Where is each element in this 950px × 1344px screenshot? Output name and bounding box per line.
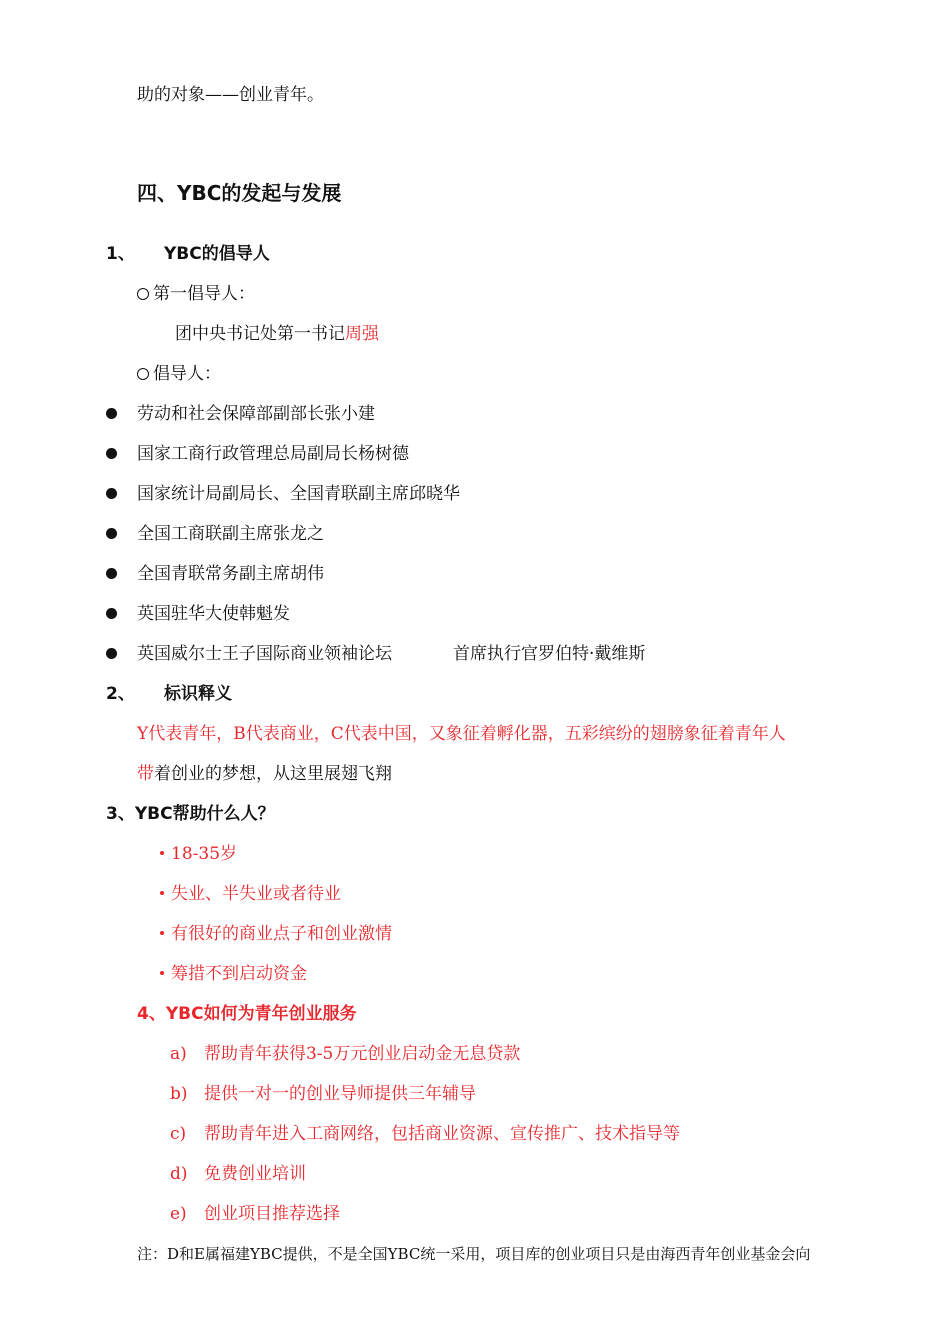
list-item-text: 18-35岁 [171,844,238,864]
first-initiator-name: 周强 [345,324,379,344]
list-item [170,1163,306,1185]
bullet-dot-icon [106,648,117,659]
subheading-4-title: 4、YBC如何为青年创业服务 [137,1004,357,1024]
list-item-text: 失业、半失业或者待业 [171,884,341,904]
list-item: 国家统计局副局长、全国青联副主席邱晓华 [137,484,460,504]
list-item [160,963,307,985]
initiators-label: 倡导人： [153,364,221,384]
list-item-text: 免费创业培训 [204,1164,306,1184]
dot-bullet-icon [160,851,164,855]
list-item-letter: b) [170,1084,188,1104]
bullet-dot-icon [106,408,117,419]
subheading-1-title: YBC的倡导人 [164,244,270,264]
logo-meaning-line-1: Y代表青年，B代表商业，C代表中国，又象征着孵化器，五彩缤纷的翅膀象征着青年人 [137,724,786,744]
first-initiator-label: 第一倡导人： [153,284,255,304]
list-item-text: 创业项目推荐选择 [204,1204,340,1224]
first-initiator-label-row [137,283,255,305]
initiators-label-row [137,363,221,385]
bullet-dot-icon [106,448,117,459]
logo-meaning-line-2-rest: 着创业的梦想，从这里展翅飞翔 [154,764,392,784]
list-item-continuation: 首席执行官罗伯特·戴维斯 [453,644,646,664]
list-item-letter: e) [170,1204,187,1224]
list-item: 英国威尔士王子国际商业领袖论坛 [137,644,392,664]
dot-bullet-icon [160,931,164,935]
list-item [170,1203,340,1225]
list-item: 国家工商行政管理总局副局长杨树德 [137,444,409,464]
bullet-dot-icon [106,568,117,579]
list-item-text: 帮助青年获得3-5万元创业启动金无息贷款 [204,1044,521,1064]
list-item: 全国工商联副主席张龙之 [137,524,324,544]
logo-meaning-line-2 [137,763,392,785]
subheading-2-number: 2、 [106,684,135,704]
list-item [170,1123,680,1145]
dot-bullet-icon [160,891,164,895]
list-item: 全国青联常务副主席胡伟 [137,564,324,584]
section-title: 四、YBC的发起与发展 [137,181,342,205]
list-item-letter: a) [170,1044,187,1064]
list-item [160,883,341,905]
subheading-1-number: 1、 [106,244,135,264]
list-item-text: 帮助青年进入工商网络，包括商业资源、宣传推广、技术指导等 [204,1124,680,1144]
bullet-dot-icon [106,488,117,499]
circle-bullet-icon [137,368,149,380]
list-item-text: 有很好的商业点子和创业激情 [171,924,392,944]
list-item-letter: c) [170,1124,187,1144]
circle-bullet-icon [137,288,149,300]
subheading-3-title: 3、YBC帮助什么人？ [106,804,275,824]
list-item-text: 筹措不到启动资金 [171,964,307,984]
list-item: 英国驻华大使韩魁发 [137,604,290,624]
first-initiator-row [175,323,379,345]
list-item: 劳动和社会保障部副部长张小建 [137,404,375,424]
list-item [160,923,392,945]
list-item [160,843,237,865]
list-item [170,1083,476,1105]
list-item-letter: d) [170,1164,188,1184]
bullet-dot-icon [106,528,117,539]
dot-bullet-icon [160,971,164,975]
list-item-text: 提供一对一的创业导师提供三年辅导 [204,1084,476,1104]
first-initiator-title: 团中央书记处第一书记 [175,324,345,344]
logo-meaning-line-2-red: 带 [137,764,154,784]
subheading-2-title: 标识释义 [164,684,232,704]
list-item [170,1043,520,1065]
bullet-dot-icon [106,608,117,619]
footnote: 注：D和E属福建YBC提供，不是全国YBC统一采用，项目库的创业项目只是由海西青年创业基金会向 [137,1245,811,1263]
top-line: 助的对象——创业青年。 [137,85,324,105]
